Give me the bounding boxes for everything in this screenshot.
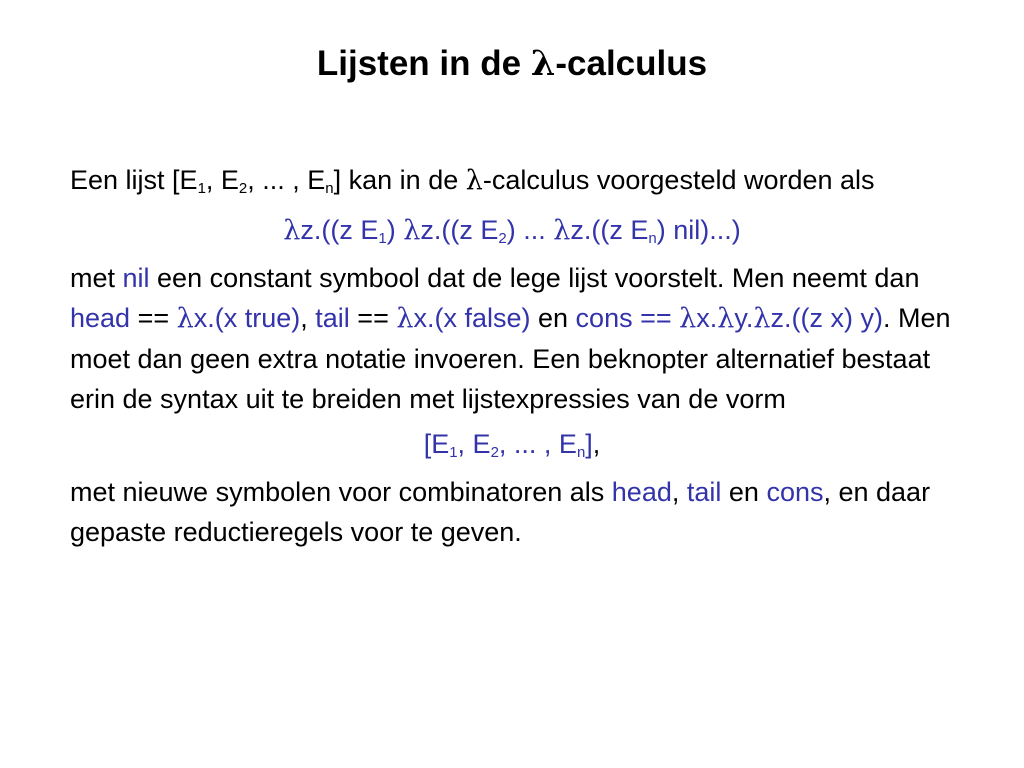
text-segment: , — [300, 303, 316, 333]
formula-segment: ] — [585, 429, 593, 459]
lambda-symbol: λ — [403, 215, 421, 246]
equals-sign: == — [130, 303, 177, 333]
formula-segment: ) — [386, 215, 404, 245]
lambda-symbol: λ — [717, 303, 735, 334]
slide-body — [70, 160, 970, 552]
lambda-symbol: λ — [553, 215, 571, 246]
text-segment: en — [530, 303, 576, 333]
keyword-head: head — [611, 477, 672, 507]
title-lambda-symbol: λ — [530, 43, 556, 84]
subscript: n — [576, 444, 586, 461]
formula-segment: z.((z E — [570, 215, 649, 245]
paragraph-list-definition — [70, 160, 970, 201]
subscript: 2 — [490, 444, 499, 461]
formula-segment: [E — [423, 429, 450, 459]
keyword-cons: cons — [766, 477, 824, 507]
text-segment: , en daar gepaste reductieregels voor te geven. — [70, 477, 931, 547]
equals-sign: == — [632, 303, 680, 333]
formula-segment: z.((z E — [300, 215, 379, 245]
subscript: n — [648, 230, 657, 247]
subscript: 1 — [449, 444, 458, 461]
title-prefix: Lijsten in de — [316, 44, 531, 83]
cons-definition — [576, 303, 883, 333]
keyword-tail: tail — [315, 303, 350, 333]
text-segment: een constant symbool dat de lege lijst voorstelt. Men neemt dan — [149, 263, 920, 293]
lambda-symbol: λ — [679, 303, 697, 334]
paragraph-combinators — [70, 472, 970, 552]
keyword-head: head — [70, 303, 131, 333]
lambda-symbol: λ — [396, 303, 414, 334]
text-segment: , — [592, 429, 601, 459]
head-definition-body — [177, 303, 301, 333]
formula-segment: x.(x true) — [193, 303, 301, 333]
tail-definition-body — [396, 303, 530, 333]
tail-definition — [315, 303, 350, 333]
title-suffix: -calculus — [555, 44, 708, 83]
keyword-nil: nil — [122, 263, 150, 293]
formula-segment: y. — [734, 303, 754, 333]
formula-segment: , E — [457, 429, 491, 459]
subscript: 2 — [238, 180, 248, 197]
slide-title — [0, 40, 1024, 88]
lambda-symbol: λ — [465, 165, 483, 196]
formula-segment: ) nil)...) — [656, 215, 741, 245]
text-segment: , E — [205, 165, 239, 195]
keyword-cons: cons — [575, 303, 633, 333]
formula-segment: , ... , E — [498, 429, 577, 459]
text-segment: en — [721, 477, 767, 507]
text-segment: , ... , E — [247, 165, 326, 195]
lambda-symbol: λ — [753, 303, 771, 334]
text-segment: . Men moet dan geen extra notatie invoeren. Een beknopter alternatief bestaat erin de syntax uit te breiden met lijstexpressies van de vorm — [70, 303, 951, 414]
head-definition — [70, 303, 130, 333]
lambda-symbol: λ — [176, 303, 194, 334]
formula-segment: ) ... — [506, 215, 554, 245]
formula-list-expression — [0, 424, 1024, 464]
subscript: n — [325, 180, 334, 197]
text-segment: ] kan in de — [333, 165, 466, 195]
lambda-symbol: λ — [283, 215, 301, 246]
paragraph-nil-head-tail-cons — [70, 258, 970, 419]
text-segment: Een lijst [E — [70, 165, 198, 195]
equals-sign: == — [349, 303, 397, 333]
text-segment: , — [671, 477, 687, 507]
text-segment: met nieuwe symbolen voor combinatoren als — [70, 477, 612, 507]
formula-segment: z.((z x) y) — [770, 303, 884, 333]
text-segment: -calculus voorgesteld worden als — [482, 165, 875, 195]
formula-lambda-list — [0, 210, 1024, 251]
formula-segment: z.((z E — [420, 215, 499, 245]
formula-segment: x. — [696, 303, 718, 333]
subscript: 1 — [197, 180, 206, 197]
keyword-tail: tail — [686, 477, 722, 507]
text-segment: met — [70, 263, 123, 293]
subscript: 2 — [498, 230, 507, 247]
formula-segment: x.(x false) — [413, 303, 531, 333]
subscript: 1 — [378, 230, 387, 247]
